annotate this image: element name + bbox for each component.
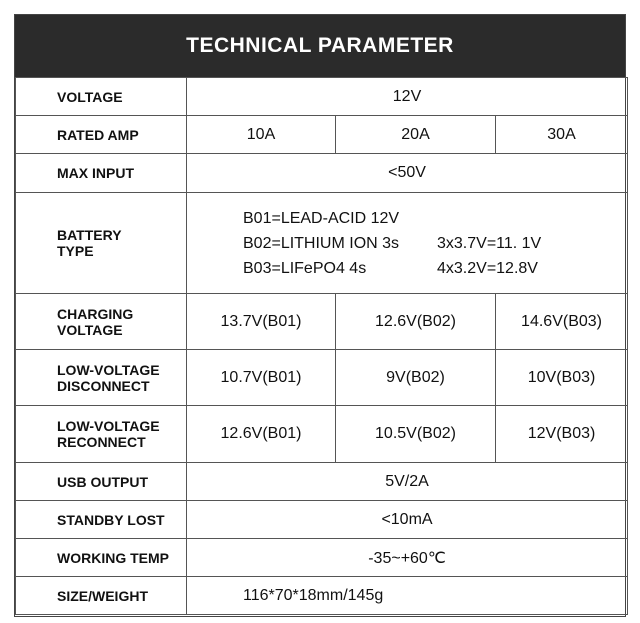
table-row xyxy=(16,294,628,350)
battery-line xyxy=(243,256,627,281)
table-row xyxy=(16,193,628,294)
table-row xyxy=(16,78,628,116)
row-label-line: LOW-VOLTAGE xyxy=(57,361,160,378)
row-value: 14.6V(B03) xyxy=(496,294,628,350)
row-value: 5V/2A xyxy=(187,463,628,501)
row-value: 20A xyxy=(336,116,496,154)
row-label: WORKING TEMP xyxy=(16,539,187,577)
table-row xyxy=(16,154,628,193)
row-label-line: VOLTAGE xyxy=(57,321,123,338)
row-label-line: LOW-VOLTAGE xyxy=(57,418,160,434)
table-row xyxy=(16,116,628,154)
row-value: 12.6V(B01) xyxy=(187,406,336,463)
row-value: 10.5V(B02) xyxy=(336,406,496,463)
row-label-line: TYPE xyxy=(57,243,94,259)
battery-line-calc: 4x3.2V=12.8V xyxy=(437,259,538,277)
row-value: <10mA xyxy=(187,501,628,539)
row-value: 12V(B03) xyxy=(496,406,628,463)
table-row xyxy=(16,463,628,501)
row-label: STANDBY LOST xyxy=(16,501,187,539)
row-value: 10A xyxy=(187,116,336,154)
row-label: USB OUTPUT xyxy=(16,463,187,501)
row-value: 10V(B03) xyxy=(496,350,628,406)
battery-line-type: B03=LIFePO4 4s xyxy=(243,259,367,277)
battery-line-calc: 3x3.7V=11. 1V xyxy=(437,234,542,252)
row-label: RATED AMP xyxy=(16,116,187,154)
row-value: 116*70*18mm/145g xyxy=(187,577,628,615)
row-label-line: CHARGING xyxy=(57,305,134,322)
row-value: 13.7V(B01) xyxy=(187,294,336,350)
table-row xyxy=(16,539,628,577)
row-value: -35~+60℃ xyxy=(187,539,628,577)
row-value: 12.6V(B02) xyxy=(336,294,496,350)
battery-line-type: B02=LITHIUM ION 3s xyxy=(243,234,400,252)
technical-parameter-sheet xyxy=(14,14,626,617)
battery-line-type: B01=LEAD-ACID 12V xyxy=(243,209,400,227)
row-label-line: BATTERY xyxy=(57,227,122,243)
row-value: 12V xyxy=(187,78,628,116)
table-row xyxy=(16,350,628,406)
page-title: TECHNICAL PARAMETER xyxy=(15,15,625,77)
row-value: <50V xyxy=(187,154,628,193)
table-row xyxy=(16,406,628,463)
row-label-line: RECONNECT xyxy=(57,434,146,450)
row-value: 10.7V(B01) xyxy=(187,350,336,406)
battery-line xyxy=(243,231,627,256)
table-row xyxy=(16,501,628,539)
row-label: MAX INPUT xyxy=(16,154,187,193)
row-value: 9V(B02) xyxy=(336,350,496,406)
row-label xyxy=(16,406,187,463)
row-label: VOLTAGE xyxy=(16,78,187,116)
row-label xyxy=(16,193,187,294)
parameter-table xyxy=(15,77,628,615)
row-label xyxy=(16,350,187,406)
battery-line xyxy=(243,206,627,231)
row-label xyxy=(16,294,187,350)
row-label: SIZE/WEIGHT xyxy=(16,577,187,615)
table-row xyxy=(16,577,628,615)
battery-type-cell xyxy=(187,193,628,294)
row-label-line: DISCONNECT xyxy=(57,377,150,394)
row-value: 30A xyxy=(496,116,628,154)
